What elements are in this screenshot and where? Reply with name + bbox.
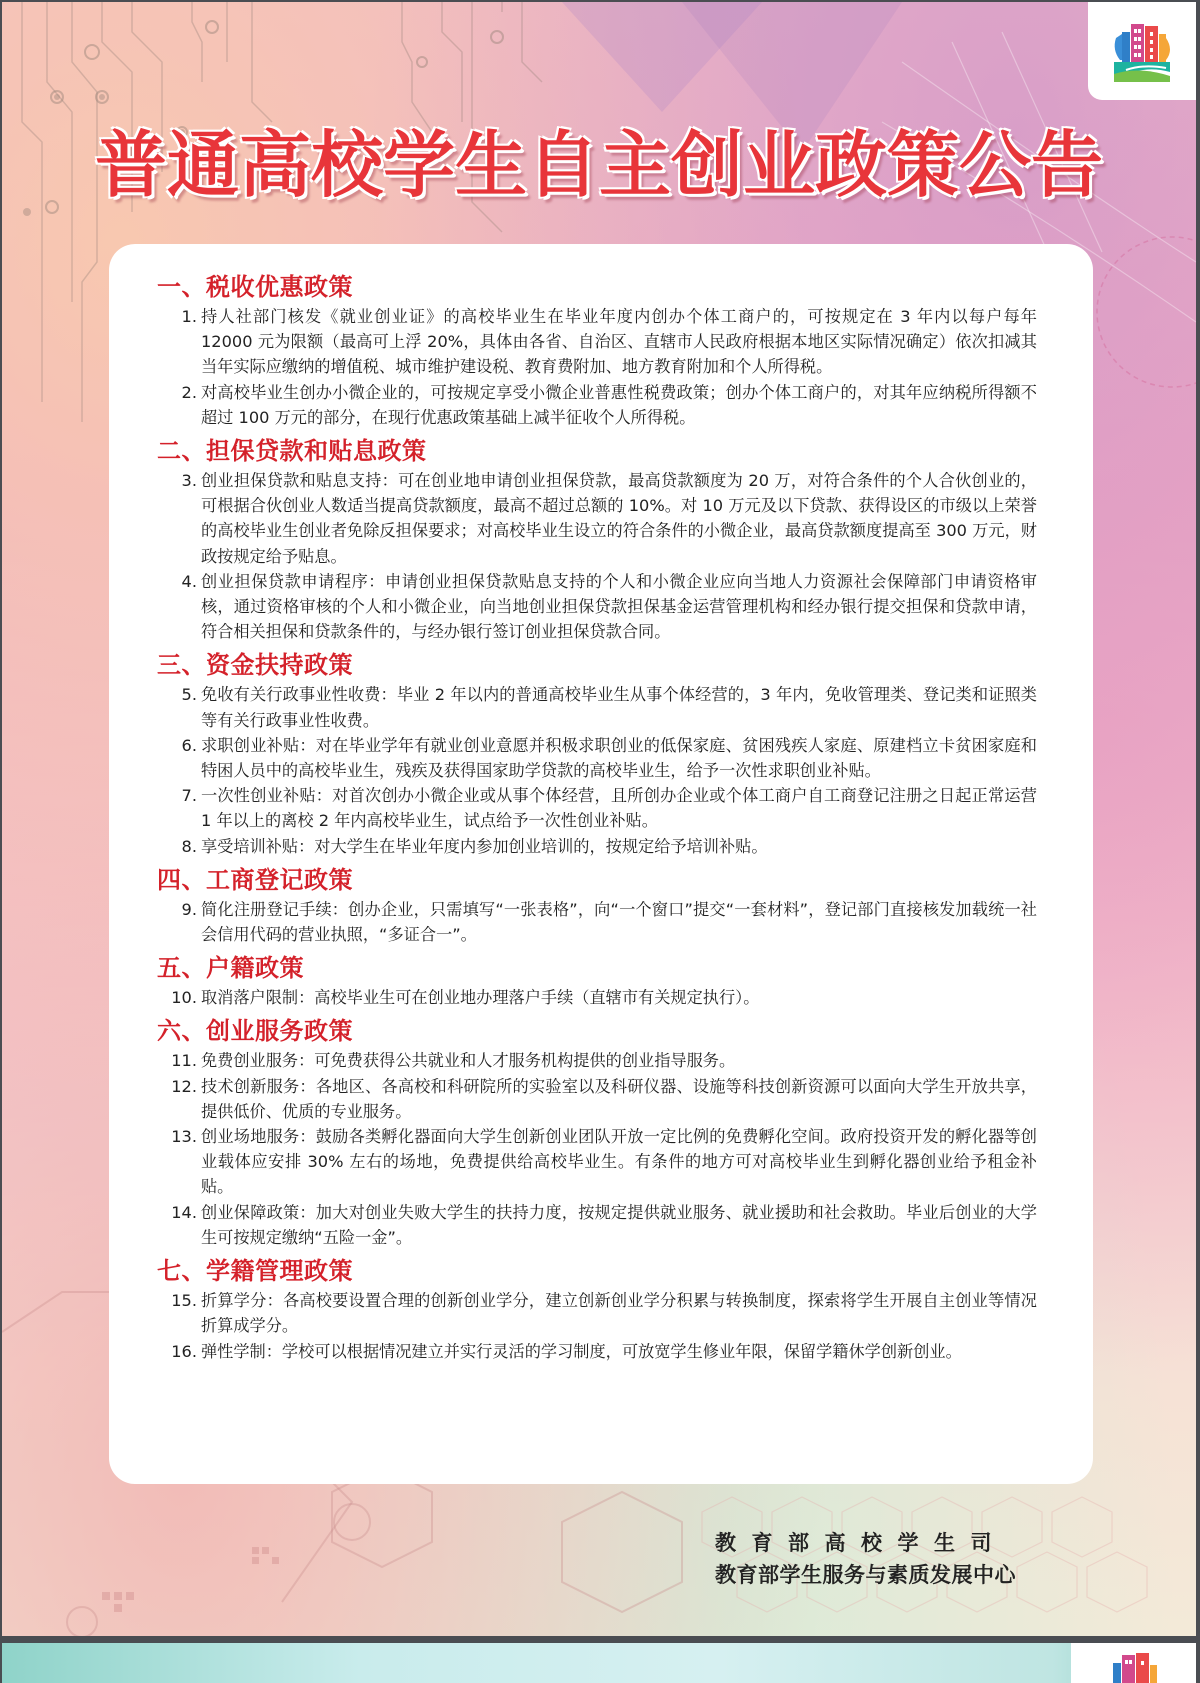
page-title: 普通高校学生自主创业政策公告 — [2, 120, 1196, 210]
policy-item: 10. 取消落户限制：高校毕业生可在创业地办理落户手续（直辖市有关规定执行）。 — [171, 988, 760, 1008]
section-tax — [157, 270, 1037, 430]
logo-box-next-page — [1071, 1643, 1196, 1683]
section-heading: 六、创业服务政策 — [157, 1017, 353, 1046]
policy-item: 11. 免费创业服务：可免费获得公共就业和人才服务机构提供的创业指导服务。 — [171, 1051, 736, 1071]
section-registration — [157, 863, 1037, 947]
policy-item: 14. 创业保障政策：加大对创业失败大学生的扶持力度，按规定提供就业服务、就业援助和社会救助。毕业后创业的大学生可按规定缴纳“五险一金”。 — [171, 1202, 1037, 1247]
policy-item: 16. 弹性学制：学校可以根据情况建立并实行灵活的学习制度，可放宽学生修业年限，保留学籍休学创新创业。 — [171, 1341, 962, 1361]
city-buildings-hands-logo-icon — [1099, 1651, 1167, 1683]
section-funding — [157, 648, 1037, 858]
section-household — [157, 951, 1037, 1010]
policy-content — [157, 266, 1037, 1364]
policy-item: 15. 折算学分：各高校要设置合理的创新创业学分，建立创新创业学分积累与转换制度，探索将学生开展自主创业等情况折算成学分。 — [171, 1291, 1037, 1336]
logo-box — [1088, 2, 1196, 100]
section-academic — [157, 1254, 1037, 1364]
policy-item: 7. 一次性创业补贴：对首次创办小微企业或从事个体经营，且所创办企业或个体工商户自工商登记注册之日起正常运营 1 年以上的离校 2 年内高校毕业生，试点给予一次性创业补贴。 — [181, 786, 1037, 831]
issuer-line-2: 教育部学生服务与素质发展中心 — [715, 1563, 1016, 1587]
policy-item: 8. 享受培训补贴：对大学生在毕业年度内参加创业培训的，按规定给予培训补贴。 — [181, 836, 768, 856]
city-buildings-hands-logo-icon — [1108, 20, 1176, 84]
section-heading: 一、税收优惠政策 — [157, 273, 353, 301]
section-loan — [157, 434, 1037, 644]
policy-item: 9. 简化注册登记手续：创办企业，只需填写“一张表格”，向“一个窗口”提交“一套材料”，登记部门直接核发加载统一社会信用代码的营业执照，“多证合一”。 — [181, 899, 1037, 945]
section-services — [157, 1014, 1037, 1250]
policy-item: 1. 持人社部门核发《就业创业证》的高校毕业生在毕业年度内创办个体工商户的，可按规定在 3 年内以每户每年 12000 元为限额（最高可上浮 20%，具体由各省、自治区、直辖市人民政府根据本地区实际情况确定）依次扣减其当年实际应缴纳的增值税、城市维护建设税、教育费附加、地方教育附加和个人所得税。 — [181, 307, 1037, 377]
policy-card — [109, 244, 1093, 1484]
poster-page — [2, 2, 1196, 1636]
policy-item: 5. 免收有关行政事业性收费：毕业 2 年以内的普通高校毕业生从事个体经营的，3 年内，免收管理类、登记类和证照类等有关行政事业性收费。 — [181, 685, 1037, 730]
policy-item: 4. 创业担保贷款申请程序：申请创业担保贷款贴息支持的个人和小微企业应向当地人力资源社会保障部门申请资格审核，通过资格审核的个人和小微企业，向当地创业担保贷款担保基金运营管理机构和经办银行提交担保和贷款申请，符合相关担保和贷款条件的，与经办银行签订创业担保贷款合同。 — [181, 571, 1037, 642]
issuer-line-1: 教育部高校学生司 — [715, 1531, 1007, 1555]
section-heading: 三、资金扶持政策 — [157, 651, 353, 680]
policy-item: 3. 创业担保贷款和贴息支持：可在创业地申请创业担保贷款，最高贷款额度为 20 万，对符合条件的个人合伙创业的，可根据合伙创业人数适当提高贷款额度，最高不超过总额的 10%。对 10 万元及以下贷款、获得设区的市级以上荣誉的高校毕业生创业者免除反担保要求；对高校毕业生设立的符合条件的小微企业，最高贷款额度提高至 300 万元，财政按规定给予贴息。 — [181, 471, 1037, 566]
issuer-signature — [715, 1527, 1016, 1591]
section-heading: 四、工商登记政策 — [157, 865, 353, 894]
policy-item: 2. 对高校毕业生创办小微企业的，可按规定享受小微企业普惠性税费政策；创办个体工商户的，对其年应纳税所得额不超过 100 万元的部分，在现行优惠政策基础上减半征收个人所得税。 — [181, 382, 1037, 427]
section-heading: 二、担保贷款和贴息政策 — [157, 437, 427, 466]
section-heading: 五、户籍政策 — [157, 954, 304, 983]
section-heading: 七、学籍管理政策 — [157, 1257, 353, 1286]
policy-item: 12. 技术创新服务：各地区、各高校和科研院所的实验室以及科研仪器、设施等科技创新资源可以面向大学生开放共享，提供低价、优质的专业服务。 — [171, 1076, 1037, 1121]
policy-item: 13. 创业场地服务：鼓励各类孵化器面向大学生创新创业团队开放一定比例的免费孵化空间。政府投资开发的孵化器等创业载体应安排 30% 左右的场地，免费提供给高校毕业生。有条件的地方可对高校毕业生到孵化器创业给予租金补贴。 — [171, 1127, 1037, 1197]
next-page-preview — [2, 1643, 1196, 1683]
policy-item: 6. 求职创业补贴：对在毕业学年有就业创业意愿并积极求职创业的低保家庭、贫困残疾人家庭、原建档立卡贫困家庭和特困人员中的高校毕业生，残疾及获得国家助学贷款的高校毕业生，给予一次性求职创业补贴。 — [181, 735, 1037, 781]
